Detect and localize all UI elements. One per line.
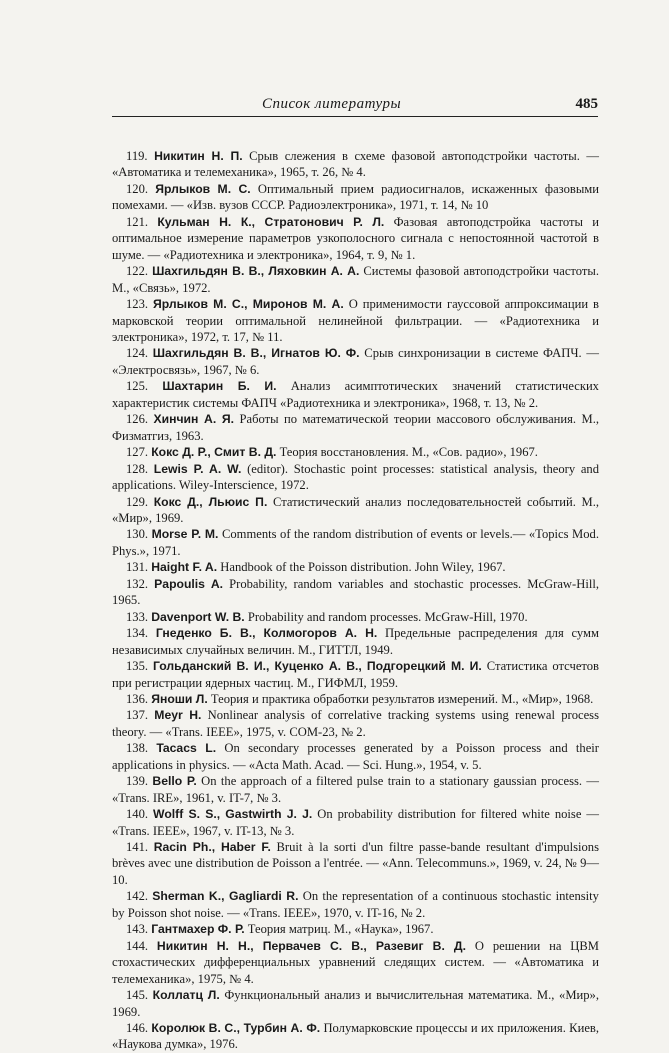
reference-entry [112, 345, 599, 378]
reference-entry [112, 658, 599, 691]
reference-authors: Tacacs L. [156, 741, 217, 756]
reference-text: О решении на ЦВМ стохастических дифференциальных уравнений следящих систем. — «Автоматика и телемеханика», 1975, № 4. [112, 938, 599, 986]
reference-authors: Гнеденко Б. В., Колмогоров А. Н. [155, 626, 378, 641]
reference-authors: Papoulis A. [154, 576, 224, 591]
reference-text: Probability and random processes. McGraw-Hill, 1970. [247, 609, 528, 624]
reference-number: 128. [126, 461, 149, 476]
reference-entry [112, 1020, 599, 1053]
reference-text: Фазовая автоподстройка частоты и оптимальное измерение параметров узкополосного сигнала с непостоянной частотой в шуме. — «Радиотехника и электроника», 1964, т. 9, № 1. [112, 214, 599, 262]
reference-number: 131. [126, 560, 149, 575]
reference-text: Полумарковские процессы и их приложения. Киев, «Наукова думка», 1976. [112, 1021, 600, 1052]
reference-text: Probability, random variables and stochastic processes. McGraw-Hill, 1965. [112, 576, 599, 608]
page-number: 485 [575, 96, 598, 112]
reference-number: 132. [126, 576, 149, 591]
reference-authors: Haight F. A. [151, 560, 218, 575]
reference-entry [112, 214, 599, 263]
reference-text: Статистический анализ последовательностей событий. М., «Мир», 1969. [112, 494, 600, 525]
reference-text: Теория матриц. М., «Наука», 1967. [247, 922, 434, 937]
reference-number: 145. [126, 988, 149, 1003]
reference-authors: Кульман Н. К., Стратонович Р. Л. [157, 214, 385, 229]
reference-number: 121. [126, 214, 149, 229]
reference-number: 129. [126, 494, 149, 509]
reference-authors: Кокс Д. Р., Смит В. Д. [151, 445, 277, 460]
reference-text: Handbook of the Poisson distribution. John Wiley, 1967. [220, 560, 506, 575]
reference-text: On secondary processes generated by a Poisson process and their applications in physics. — «Acta Math. Acad. — Sci. Hung.», 1954, v. 5. [112, 741, 599, 772]
reference-number: 122. [126, 264, 149, 279]
reference-authors: Королюк В. С., Турбин А. Ф. [151, 1021, 321, 1036]
reference-entry [112, 461, 599, 494]
reference-entry [112, 378, 599, 411]
reference-number: 125. [126, 379, 149, 394]
reference-entry [112, 609, 599, 625]
reference-authors: Гольданский В. И., Куценко А. В., Подгорецкий М. И. [152, 659, 482, 674]
reference-number: 143. [126, 922, 149, 937]
reference-number: 137. [126, 708, 149, 723]
reference-authors: Никитин Н. Н., Первачев С. В., Разевиг В. Д. [156, 938, 467, 953]
reference-authors: Хинчин А. Я. [153, 412, 235, 427]
reference-entry [112, 263, 599, 296]
reference-text: Срыв слежения в схеме фазовой автоподстройки частоты. — «Автоматика и телемеханика», 1965, т. 26, № 4. [112, 149, 599, 180]
reference-number: 134. [126, 626, 149, 641]
reference-authors: Гантмахер Ф. Р. [151, 922, 245, 937]
reference-authors: Bello P. [152, 774, 197, 789]
reference-entry [112, 625, 599, 658]
reference-text: Теория и практика обработки результатов измерений. М., «Мир», 1968. [210, 691, 594, 706]
reference-authors: Morse P. M. [151, 527, 219, 542]
reference-number: 141. [126, 840, 149, 855]
reference-entry [112, 773, 599, 806]
reference-authors: Никитин Н. П. [154, 149, 243, 163]
reference-authors: Кокс Д., Льюис П. [153, 494, 268, 509]
reference-entry [112, 740, 599, 773]
reference-text: Предельные распределения для сумм независимых случайных величин. М., ГИТТЛ, 1949. [112, 626, 599, 657]
reference-entry [112, 494, 599, 527]
reference-number: 142. [126, 889, 149, 904]
reference-text: Теория восстановления. М., «Сов. радио», 1967. [279, 445, 538, 460]
reference-authors: Racin Ph., Haber F. [153, 840, 271, 855]
reference-authors: Шахтарин Б. И. [162, 379, 277, 394]
reference-entry [112, 181, 599, 214]
reference-text: Работы по математической теории массового обслуживания. М., Физматгиз, 1963. [112, 412, 600, 443]
reference-number: 127. [126, 445, 149, 460]
reference-text: Срыв синхронизации в системе ФАПЧ. — «Электросвязь», 1967, № 6. [112, 346, 599, 377]
reference-number: 140. [126, 807, 149, 822]
reference-authors: Яноши Л. [151, 691, 208, 706]
reference-entry [112, 987, 599, 1020]
reference-number: 130. [126, 527, 149, 542]
reference-authors: Шахгильдян В. В., Ляховкин А. А. [152, 264, 360, 279]
reference-entry [112, 938, 599, 987]
reference-text: On probability distribution for filtered white noise — «Trans. IEEE», 1967, v. IT-13, № 3. [112, 807, 599, 838]
reference-entry [112, 444, 599, 460]
reference-number: 144. [126, 938, 149, 953]
reference-number: 135. [126, 659, 149, 674]
reference-number: 119. [126, 149, 148, 163]
reference-entry [112, 411, 599, 444]
reference-text: Функциональный анализ и вычислительная математика. М., «Мир», 1969. [112, 988, 599, 1019]
reference-authors: Meyr H. [154, 708, 202, 723]
reference-authors: Sherman K., Gagliardi R. [152, 889, 299, 904]
reference-entry [112, 839, 599, 888]
reference-number: 120. [126, 181, 149, 196]
reference-text: On the approach of a filtered pulse train to a stationary gaussian process. — «Trans. IRE», 1961, v. IT-7, № 3. [112, 774, 599, 805]
reference-number: 139. [126, 774, 149, 789]
reference-authors: Davenport W. B. [151, 609, 245, 624]
reference-text: Comments of the random distribution of events or levels.— «Topics Mod. Phys.», 1971. [112, 527, 599, 558]
reference-number: 126. [126, 412, 149, 427]
reference-number: 146. [126, 1021, 149, 1036]
reference-number: 133. [126, 609, 149, 624]
reference-number: 138. [126, 741, 149, 756]
reference-entry [112, 806, 599, 839]
reference-entry [112, 576, 599, 609]
reference-text: Bruit à la sorti d'un filtre passe-bande resultant d'impulsions brèves avec une distribution de Poisson a l'entrée. — «Ann. Telecommuns.», 1969, v. 24, № 9—10. [112, 840, 599, 887]
reference-text: Оптимальный прием радиосигналов, искаженных фазовыми помехами. — «Изв. вузов СССР. Радиоэлектроника», 1971, т. 14, № 10 [112, 181, 599, 213]
reference-text: (editor). Stochastic point processes: statistical analysis, theory and applications. Wiley-Interscience, 1972. [112, 461, 600, 493]
reference-text: Nonlinear analysis of correlative tracking systems using renewal process theory. — «Trans. IEEE», 1975, v. COM-23, № 2. [112, 708, 599, 739]
reference-entry [112, 526, 599, 559]
running-title: Список литературы [262, 96, 402, 112]
reference-entry [112, 707, 599, 740]
reference-entry [112, 559, 599, 575]
reference-authors: Ярлыков М. С. [155, 181, 251, 196]
reference-authors: Wolff S. S., Gastwirth J. J. [153, 807, 313, 822]
reference-entry [112, 888, 599, 921]
reference-text: О применимости гауссовой аппроксимации в марковской теории оптимальной нелинейной фильтрации. — «Радиотехника и электроника», 1972, т. 17, № 11. [112, 297, 599, 344]
reference-text: On the representation of a continuous stochastic intensity by Poisson shot noise. — «Trans. IEEE», 1970, v. IT-16, № 2. [112, 889, 599, 920]
reference-number: 124. [126, 346, 149, 361]
reference-number: 123. [126, 297, 149, 312]
reference-entry [112, 921, 599, 937]
reference-entry [112, 691, 599, 707]
reference-text: Анализ асимптотических значений статистических характеристик системы ФАПЧ «Радиотехника и электроника», 1968, т. 13, № 2. [112, 379, 599, 410]
reference-text: Системы фазовой автоподстройки частоты. М., «Связь», 1972. [112, 264, 600, 295]
reference-text: Статистика отсчетов при регистрации ядерных частиц. М., ГИФМЛ, 1959. [112, 659, 599, 690]
running-header [112, 96, 598, 117]
reference-authors: Lewis P. A. W. [153, 461, 242, 476]
reference-number: 136. [126, 691, 149, 706]
reference-entry [112, 296, 599, 345]
reference-authors: Шахгильдян В. В., Игнатов Ю. Ф. [152, 346, 360, 361]
reference-authors: Ярлыков М. С., Миронов М. А. [153, 297, 344, 312]
reference-list [112, 148, 599, 1053]
reference-entry [112, 148, 599, 181]
reference-authors: Коллатц Л. [152, 988, 220, 1003]
